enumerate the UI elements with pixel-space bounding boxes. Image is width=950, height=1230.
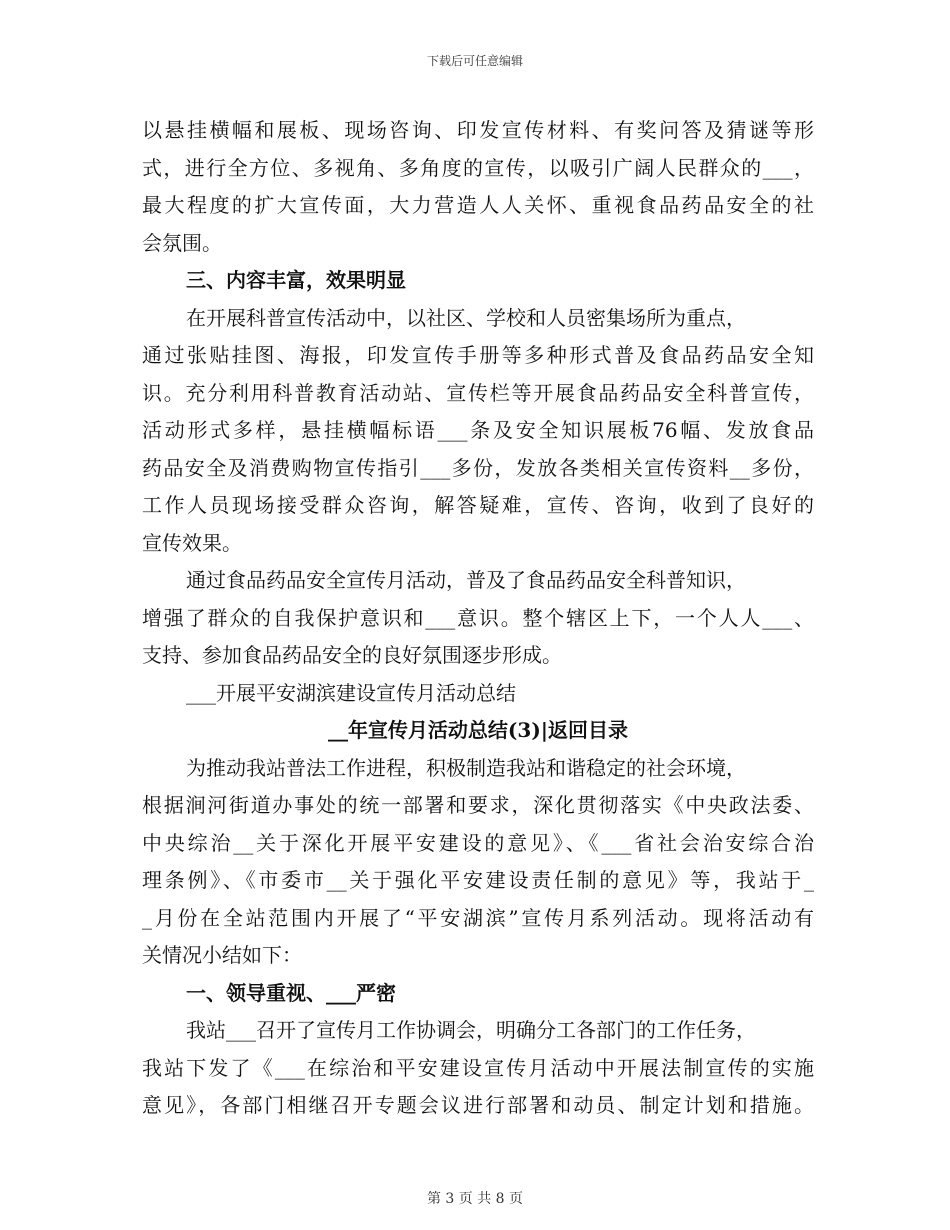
text-line: 最大程度的扩大宣传面，大力营造人人关怀、重视食品药品安全的社 [142,193,814,217]
text-line: 中央综治__关于深化开展平安建设的意见》、《___省社会治安综合治 [142,830,814,855]
text-line: 根据涧河街道办事处的统一部署和要求，深化贯彻落实《中央政法委、 [142,793,814,817]
text-line: 活动形式多样，悬挂横幅标语___条及安全知识展板76幅、发放食品 [142,418,814,442]
text-line: 识。充分利用科普教育活动站、宣传栏等开展食品药品安全科普宣传， [142,380,814,405]
text-line: 支持、参加食品药品安全的良好氛围逐步形成。 [142,643,562,667]
page-footer: 第 3 页 共 8 页 [426,1191,524,1207]
text-line: _月份在全站范围内开展了“平安湖滨”宣传月系列活动。现将活动有 [142,905,814,930]
section-title: __年宣传月活动总结(3)|返回目录 [327,718,629,742]
text-line: 会氛围。 [142,230,222,255]
text-line: 理条例》、《市委市__关于强化平安建设责任制的意见》等，我站于_ [142,868,814,892]
text-line: 工作人员现场接受群众咨询，解答疑难，宣传、咨询，收到了良好的 [142,493,814,517]
text-line: 式，进行全方位、多视角、多角度的宣传，以吸引广阔人民群众的___， [142,155,814,180]
section-heading: 三、内容丰富，效果明显 [186,268,406,292]
text-line: 为推动我站普法工作进程，积极制造我站和谐稳定的社会环境， [186,755,746,780]
text-line: 宣传效果。 [142,530,242,555]
text-line: 我站下发了《___在综治和平安建设宣传月活动中开展法制宣传的实施 [142,1055,814,1080]
document-body [142,112,814,1125]
text-line: 我站___召开了宣传月工作协调会，明确分工各部门的工作任务， [186,1018,756,1042]
text-line: 意见》，各部门相继召开专题会议进行部署和动员、制定计划和措施。 [142,1093,814,1117]
text-line: 通过张贴挂图、海报，印发宣传手册等多种形式普及食品药品安全知 [142,343,814,367]
text-line: 药品安全及消费购物宣传指引___多份，发放各类相关宣传资料__多份， [142,455,814,480]
text-line: ___开展平安湖滨建设宣传月活动总结 [186,680,516,705]
page-header: 下载后可任意编辑 [426,54,523,68]
text-line: 增强了群众的自我保护意识和___意识。整个辖区上下，一个人人___、 [142,605,814,630]
text-line: 关情况小结如下： [142,943,302,967]
text-line: 以悬挂横幅和展板、现场咨询、印发宣传材料、有奖问答及猜谜等形 [142,118,814,142]
text-line: 在开展科普宣传活动中，以社区、学校和人员密集场所为重点， [186,305,746,330]
text-line: 通过食品药品安全宣传月活动，普及了食品药品安全科普知识， [186,568,746,592]
section-heading: 一、领导重视、___严密 [186,980,396,1005]
